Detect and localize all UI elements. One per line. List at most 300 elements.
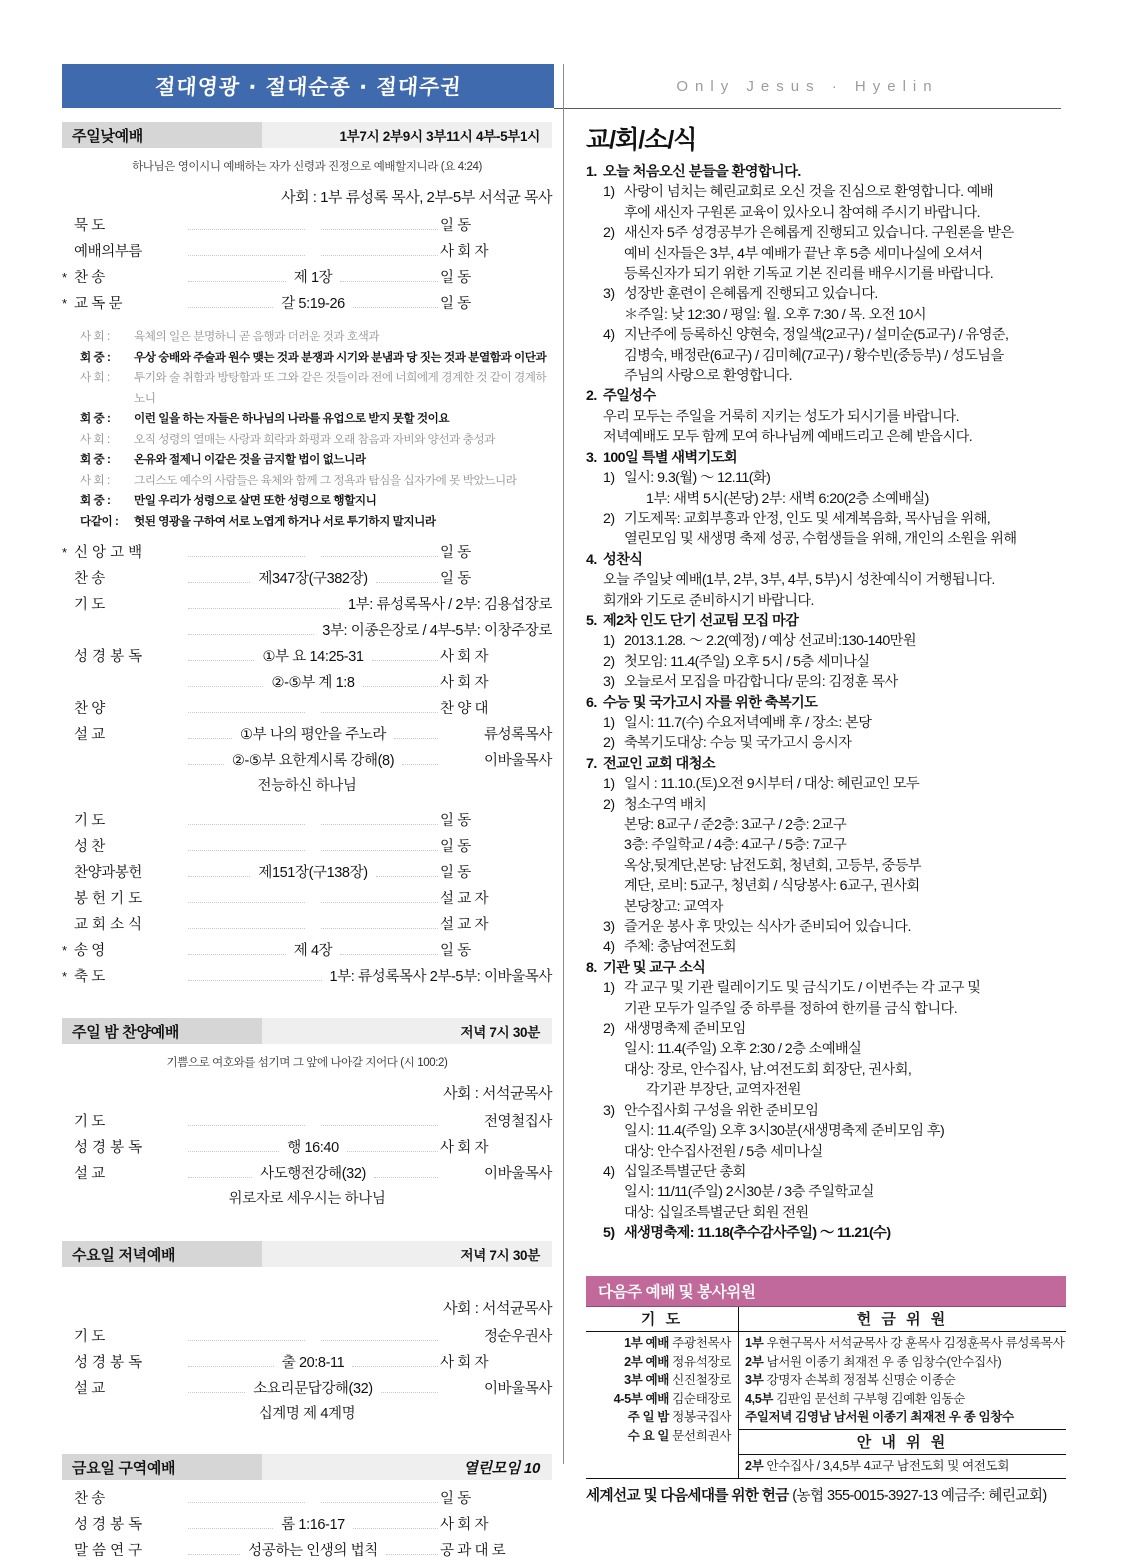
dot-leader (363, 686, 438, 687)
offering-row (739, 1334, 1066, 1353)
dot-leader (188, 902, 305, 903)
announcement-sub-text: 첫모임: 11.4(주일) 오후 5시 / 5층 세미나실 (624, 653, 870, 670)
offering-row-name: 남서원 이종기 최재전 우 종 임창수(안수집사) (766, 1354, 1002, 1369)
slogan-text: 절대영광 · 절대순종 · 절대주권 (153, 75, 463, 99)
order-row (62, 808, 552, 834)
reading-text: 헛된 영광을 구하여 서로 노엽게 하거나 서로 투기하지 말지니라 (134, 514, 436, 528)
dot-leader (321, 712, 438, 713)
dot-leader (402, 764, 438, 765)
announcement-line: 본당: 8교구 / 준2층: 3교구 / 2층: 2교구 (624, 817, 847, 833)
dot-leader (321, 229, 438, 230)
dot-leader (188, 582, 250, 583)
order-person: 전영철집사 (483, 1114, 552, 1130)
announcement-heading (586, 448, 1066, 468)
order-list-2 (62, 540, 552, 798)
tagline-text: Only Jesus · Hyelin (676, 77, 939, 95)
leader-wednesday: 사회 : 서석균목사 (443, 1300, 552, 1317)
reading-text: 온유와 절제니 이같은 것을 금지할 법이 없느니라 (134, 453, 366, 466)
reading-line (62, 368, 552, 409)
order-row (62, 696, 552, 722)
offering-row-name: 우현구목사 서석균목사 강 훈목사 김정훈목사 류성록목사 (766, 1336, 1065, 1350)
section-header-friday (62, 1454, 552, 1480)
leader-sunday-night: 사회 : 서석균목사 (443, 1085, 552, 1102)
verse-sunday-day: 하나님은 영이시니 예배하는 자가 신령과 진정으로 예배할지니라 (요 4:24) (132, 161, 482, 173)
prayer-column-header: 기 도 (586, 1307, 738, 1332)
dot-leader (347, 1151, 438, 1152)
reading-speaker: 사 회 : (80, 432, 110, 446)
dot-leader (188, 1554, 240, 1555)
dot-leader (321, 255, 438, 256)
announcement-line (586, 937, 1066, 957)
church-slogan-banner (62, 64, 554, 108)
order-row (62, 1135, 552, 1161)
order-name: 봉 헌 기 도 (74, 891, 143, 907)
announcement-line: 대상: 십일조특별군단 회원 전원 (624, 1204, 809, 1221)
dot-leader (376, 876, 438, 877)
order-person: 사 회 자 (440, 675, 489, 691)
order-row (62, 886, 552, 912)
dot-leader (321, 1502, 438, 1503)
order-name: 기 도 (74, 813, 105, 829)
reading-speaker: 회 중 : (80, 350, 111, 364)
announcement-heading (586, 754, 1066, 774)
order-row (62, 213, 552, 239)
dot-leader (321, 850, 438, 851)
offering-row-name: 강명자 손복희 정점복 신명순 이종순 (766, 1373, 956, 1388)
offering-column (739, 1307, 1066, 1478)
announcement-line (586, 509, 1066, 529)
order-list-sunday-night (62, 1109, 552, 1211)
dot-leader (394, 738, 438, 739)
prayer-row-label: 주 일 밤 (627, 1410, 673, 1425)
reading-speaker: 사 회 : (80, 371, 110, 384)
order-person: 사 회 자 (440, 649, 489, 665)
order-detail: 1부: 류성록목사 / 2부: 김용섭장로 (347, 597, 552, 613)
dot-leader (321, 902, 438, 903)
announcement-line: 기관 모두가 일주일 중 하루를 정하여 한끼를 금식 합니다. (624, 1000, 958, 1017)
reading-text: 그리스도 예수의 사람들은 육체와 함께 그 정욕과 탐심을 십자가에 못 박았느니라 (134, 473, 517, 487)
reading-speaker: 회 중 : (80, 412, 111, 425)
order-name: 설 교 (74, 1381, 105, 1397)
announcement-sub-text: 일시 : 11.10.(토)오전 9시부터 / 대상: 혜린교인 모두 (624, 776, 920, 793)
order-row (62, 265, 552, 291)
reading-line (62, 409, 552, 430)
prayer-row-name: 주광천목사 (672, 1336, 731, 1350)
dot-leader (372, 660, 438, 661)
offering-row-label: 4,5부 (745, 1391, 777, 1406)
dot-leader (321, 1340, 438, 1341)
announcement-line: 대상: 장로, 안수집사, 남.여전도회 회장단, 권사회, (624, 1061, 912, 1078)
prayer-row (586, 1371, 738, 1390)
order-name: 설 교 (74, 727, 105, 743)
dot-leader (321, 1125, 438, 1126)
section-title: 수요일 저녁예배 (62, 1241, 262, 1267)
prayer-row-label: 4-5부 예배 (613, 1391, 673, 1406)
announcement-line (586, 774, 1066, 794)
announcement-line (586, 182, 1066, 202)
dot-leader (188, 954, 286, 955)
order-detail: 3부: 이종은장로 / 4부-5부: 이창주장로 (322, 623, 552, 639)
announcement-line (586, 631, 1066, 651)
announcement-sub-text: 새신자 5주 성경공부가 은혜롭게 진행되고 있습니다. 구원론을 받은 (624, 225, 1014, 242)
dot-leader (188, 1151, 279, 1152)
offering-row (739, 1390, 1066, 1409)
order-detail: 제151장(구138장) (258, 865, 368, 881)
announcement-sub-number: 2) (603, 510, 615, 527)
prayer-row-name: 정봉국집사 (672, 1410, 731, 1425)
order-row (62, 912, 552, 938)
dot-leader (188, 928, 305, 929)
service-table-body (586, 1307, 1066, 1479)
order-name: 기 도 (74, 1114, 105, 1130)
order-row (62, 964, 552, 990)
announcement-sub-text: 성장반 훈련이 은혜롭게 진행되고 있습니다. (624, 286, 878, 303)
order-name: 성 경 봉 독 (74, 1517, 143, 1533)
order-detail: ①부 요 14:25-31 (262, 649, 364, 665)
order-row (62, 1486, 552, 1512)
prayer-row (586, 1408, 738, 1427)
dot-leader (321, 824, 438, 825)
verse-sunday-night: 기쁨으로 여호와를 섬기며 그 앞에 나아갈 지어다 (시 100:2) (166, 1057, 448, 1069)
dot-leader (188, 1177, 252, 1178)
order-row (62, 860, 552, 886)
order-row (62, 938, 552, 964)
order-person: 정순우권사 (483, 1329, 552, 1345)
order-person: 일 동 (440, 813, 471, 829)
reading-text: 우상 숭배와 주술과 원수 맺는 것과 분쟁과 시기와 분냄과 당 짓는 것과 분열함과 이단과 (134, 350, 547, 364)
guide-section (739, 1429, 1066, 1478)
announcement-sub-number: 4) (603, 939, 615, 956)
section-times: 1부7시 2부9시 3부11시 4부-5부1시 (262, 122, 552, 148)
dot-leader (353, 1528, 438, 1529)
reading-line (62, 348, 552, 369)
announcement-line (586, 1223, 1066, 1243)
announcement-sub-text: 축복기도대상: 수능 및 국가고시 응시자 (624, 735, 852, 752)
announcement-heading (586, 162, 1066, 182)
offering-row (739, 1353, 1066, 1372)
order-detail: 제347장(구382장) (258, 571, 368, 587)
order-detail: 출 20:8-11 (281, 1355, 345, 1371)
announcement-line: 등록신자가 되기 위한 기독교 기본 진리를 배우시기를 바랍니다. (624, 266, 994, 283)
order-person: 일 동 (440, 865, 471, 881)
announcement-heading (586, 693, 1066, 713)
announcement-sub-text: 주체: 충남여전도회 (624, 939, 737, 956)
offering-column-header: 헌 금 위 원 (739, 1307, 1066, 1332)
order-name: 성 경 봉 독 (74, 1355, 143, 1371)
announcement-sub-number: 1) (603, 184, 615, 201)
announcement-sub-text: 일시: 9.3(월) ～ 12.11(화) (624, 470, 771, 487)
footer-label: 세계선교 및 다음세대를 위한 헌금 (586, 1487, 789, 1504)
leader-sunday-day: 사회 : 1부 류성록 목사, 2부-5부 서석균 목사 (281, 189, 552, 206)
order-name: 축 도 (74, 969, 105, 985)
prayer-column (586, 1307, 739, 1478)
announcement-sub-number: 2) (603, 735, 615, 752)
dot-leader (340, 281, 438, 282)
dot-leader (188, 307, 273, 308)
section-title: 주일낮예배 (62, 122, 262, 148)
order-person: 사 회 자 (440, 1517, 489, 1533)
sermon-title: 전능하신 하나님 (257, 778, 357, 794)
order-person: 일 동 (440, 839, 471, 855)
announcement-line: 오늘 주일낮 예배(1부, 2부, 3부, 4부, 5부)시 성찬예식이 거행됩니다. (603, 572, 995, 589)
announcement-number: 7. (586, 755, 597, 772)
announcement-line: 주님의 사랑으로 환영합니다. (624, 368, 793, 385)
order-row (62, 1512, 552, 1538)
announcement-number: 5. (586, 612, 597, 629)
announcement-line (586, 1019, 1066, 1039)
order-row (62, 618, 552, 644)
order-row (62, 834, 552, 860)
offering-row-name: 김영남 남서원 이종기 최재전 우 종 임창수 (795, 1410, 1014, 1425)
section-header-wednesday (62, 1241, 552, 1267)
order-star: * (62, 943, 67, 958)
announcement-line: 일시: 11.4(주일) 오후 2:30 / 2층 소예배실 (624, 1041, 862, 1058)
section-title: 주일 밤 찬양예배 (62, 1018, 262, 1044)
order-row (62, 1324, 552, 1350)
announcement-sub-number: 3) (603, 286, 615, 303)
announcement-number: 6. (586, 694, 597, 711)
dot-leader (386, 1554, 438, 1555)
announcement-sub-number: 1) (603, 776, 615, 793)
dot-leader (321, 928, 438, 929)
announcements-list (586, 162, 1066, 1244)
order-row (62, 644, 552, 670)
announcement-title: 성찬식 (603, 551, 643, 568)
order-row (62, 1538, 552, 1564)
announcement-title: 주일성수 (603, 388, 656, 405)
order-person: 공 과 대 로 (440, 1543, 506, 1559)
reading-speaker: 회 중 : (80, 494, 111, 507)
dot-leader (188, 712, 305, 713)
announcement-sub-number: 2) (603, 1021, 615, 1038)
announcement-line: 옥상,뒷계단,본당: 남전도회, 청년회, 고등부, 중등부 (624, 857, 922, 874)
dot-leader (188, 686, 263, 687)
order-list-wednesday (62, 1324, 552, 1426)
section-times: 열린모임 10 (262, 1454, 552, 1480)
announcement-number: 3. (586, 449, 597, 466)
offering-rows (739, 1332, 1066, 1429)
announcement-sub-text: 오늘로서 모집을 마감합니다/ 문의: 김정훈 목사 (624, 674, 898, 691)
order-detail: 1부: 류성록목사 2부-5부: 이바울목사 (329, 969, 552, 985)
order-person: 일 동 (440, 218, 471, 234)
section-header-sunday-night (62, 1018, 552, 1044)
announcement-line: 김병숙, 배정란(6교구) / 김미혜(7교구) / 황수빈(중등부) / 성도님을 (624, 347, 1004, 364)
reading-text: 투기와 술 취함과 방탕함과 또 그와 같은 것들이라 전에 너희에게 경계한 것 같이 경계하노니 (134, 371, 547, 405)
order-name: 성 경 봉 독 (74, 649, 143, 665)
dot-leader (376, 582, 438, 583)
prayer-row (586, 1427, 738, 1446)
announcement-line (586, 713, 1066, 733)
announcement-line: 저녁예배도 모두 함께 모여 하나님께 예배드리고 은혜 받읍시다. (603, 429, 973, 446)
offering-row-label: 주일저녁 (745, 1410, 796, 1425)
order-star: * (62, 969, 67, 984)
reading-text: 만일 우리가 성령으로 살면 또한 성령으로 행할지니 (134, 494, 377, 507)
order-person: 사 회 자 (440, 1140, 489, 1156)
order-person: 이바울목사 (483, 753, 553, 769)
order-name: 찬 송 (74, 1491, 105, 1507)
order-name: 찬 송 (74, 270, 105, 286)
order-person: 일 동 (440, 571, 471, 587)
offering-row-label: 3부 (745, 1373, 767, 1388)
prayer-rows (586, 1332, 738, 1448)
announcement-line: 본당창고: 교역자 (624, 898, 723, 915)
service-table-header: 다음주 예배 및 봉사위원 (586, 1276, 1066, 1307)
prayer-row-name: 김순태장로 (672, 1391, 731, 1406)
footer-account: (농협 355-0015-3927-13 예금주: 혜린교회) (792, 1487, 1047, 1504)
announcement-line (586, 652, 1066, 672)
announcement-sub-text: 지난주에 등록하신 양현숙, 정일색(2교구) / 설미순(5교구) / 유영준, (624, 327, 1009, 344)
order-row (62, 291, 552, 317)
order-name: 신 앙 고 백 (74, 545, 143, 561)
guide-rows (739, 1455, 1066, 1478)
announcement-line: 후에 새신자 구원론 교육이 있사오니 참여해 주시기 바랍니다. (624, 204, 981, 221)
order-name: 성 경 봉 독 (74, 1140, 143, 1156)
announcement-line: 일시: 11/11(주일) 2시30분 / 3층 주일학교실 (624, 1184, 874, 1201)
announcement-title: 제2차 인도 단기 선교팀 모집 마감 (603, 612, 799, 629)
announcement-number: 2. (586, 388, 597, 405)
announcement-sub-number: 5) (603, 1225, 615, 1242)
reading-speaker: 회 중 : (80, 453, 111, 466)
reading-line (62, 327, 552, 348)
reading-text: 오직 성령의 열매는 사랑과 희락과 화평과 오래 참음과 자비와 양선과 충성과 (134, 432, 495, 446)
dot-leader (188, 608, 340, 609)
order-person: 일 동 (440, 1491, 471, 1507)
guide-row-label: 2부 (745, 1458, 767, 1473)
offering-row-name: 김판임 문선희 구부형 김예환 임동순 (776, 1391, 966, 1406)
offering-footer (586, 1484, 1066, 1505)
prayer-row-label: 3부 예배 (624, 1373, 673, 1388)
order-person: 찬 양 대 (440, 701, 489, 717)
dot-leader (340, 954, 438, 955)
dot-leader (188, 1502, 305, 1503)
dot-leader (188, 738, 232, 739)
announcement-sub-text: 각 교구 및 기관 릴레이기도 및 금식기도 / 이번주는 각 교구 및 (624, 980, 981, 997)
announcement-line: ＊주일: 낮 12:30 / 평일: 월. 오후 7:30 / 목. 오전 10시 (624, 306, 927, 323)
order-name: 교 회 소 식 (74, 917, 143, 933)
dot-leader (352, 1366, 438, 1367)
announcement-line: 일시: 11.4(주일) 오후 3시30분(새생명축제 준비모임 후) (624, 1123, 945, 1140)
announcement-title: 기관 및 교구 소식 (603, 959, 706, 976)
reading-speaker: 사 회 : (80, 330, 110, 343)
prayer-row-name: 문선희권사 (672, 1428, 731, 1443)
reading-line (62, 430, 552, 451)
announcement-sub-text: 즐거운 봉사 후 맛있는 식사가 준비되어 있습니다. (624, 919, 911, 936)
announcement-sub-number: 2) (603, 225, 615, 242)
order-row (62, 592, 552, 618)
announcement-line (586, 1162, 1066, 1182)
order-list-3 (62, 808, 552, 990)
order-name: 기 도 (74, 1329, 105, 1345)
order-person: 사 회 자 (440, 1355, 489, 1371)
order-name: 교 독 문 (74, 296, 123, 312)
announcement-title: 오늘 처음오신 분들을 환영합니다. (603, 164, 801, 180)
announcement-line: 각기관 부장단, 교역자전원 (646, 1082, 801, 1099)
order-person: 일 동 (440, 296, 471, 312)
announcement-line: 계단, 로비: 5교구, 청년회 / 식당봉사: 6교구, 권사회 (624, 878, 920, 895)
reading-text: 육체의 일은 분명하니 곧 음행과 더러운 것과 호색과 (134, 330, 380, 343)
announcement-sub-number: 2) (603, 796, 615, 813)
dot-leader (188, 556, 305, 557)
order-detail: 소요리문답강해(32) (253, 1381, 373, 1397)
dot-leader (188, 1528, 273, 1529)
dot-leader (188, 1392, 245, 1393)
announcement-sub-number: 2) (603, 653, 615, 670)
guide-row-name: 안수집사 / 3,4,5부 4교구 남전도회 및 여전도회 (766, 1458, 1010, 1473)
announcement-sub-number: 3) (603, 1102, 615, 1119)
dot-leader (188, 876, 250, 877)
order-detail: 성공하는 인생의 법칙 (248, 1543, 378, 1559)
announcement-heading (586, 611, 1066, 631)
dot-leader (353, 307, 438, 308)
order-row (62, 239, 552, 265)
top-banner (62, 64, 1061, 108)
dot-leader (188, 980, 322, 981)
dot-leader (381, 1392, 438, 1393)
announcements-title: 교/회/소/식 (586, 126, 697, 154)
order-list-1 (62, 213, 552, 317)
announcement-sub-number: 1) (603, 470, 615, 487)
prayer-row-label: 수 요 일 (627, 1428, 673, 1443)
announcement-heading (586, 550, 1066, 570)
reading-text: 이런 일을 하는 자들은 하나님의 나라를 유업으로 받지 못할 것이요 (134, 412, 450, 425)
reading-line (62, 491, 552, 512)
reading-line (62, 512, 552, 533)
dot-leader (188, 850, 305, 851)
order-detail: 제 1장 (293, 270, 333, 286)
prayer-row-label: 1부 예배 (624, 1336, 673, 1350)
announcement-line (586, 795, 1066, 815)
order-person: 류성록목사 (483, 727, 553, 743)
order-person: 설 교 자 (440, 917, 489, 933)
order-list-friday (62, 1486, 552, 1564)
order-person: 설 교 자 (440, 891, 489, 907)
announcement-title: 전교인 교회 대청소 (603, 755, 716, 772)
announcement-sub-text: 새생명축제 준비모임 (624, 1021, 746, 1038)
offering-row (739, 1408, 1066, 1427)
order-row (62, 1109, 552, 1135)
announcement-line (586, 672, 1066, 692)
announcement-title: 100일 특별 새벽기도회 (603, 449, 738, 466)
guide-row (739, 1457, 1066, 1476)
announcement-line (586, 978, 1066, 998)
order-detail: ②-⑤부 계 1:8 (271, 675, 355, 691)
dot-leader (374, 1177, 438, 1178)
order-name: 찬양과봉헌 (74, 865, 143, 881)
reading-line (62, 450, 552, 471)
order-row (62, 1350, 552, 1376)
announcement-sub-text: 사랑이 넘치는 혜린교회로 오신 것을 진심으로 환영합니다. 예배 (624, 184, 994, 201)
guide-column-header: 안 내 위 원 (739, 1430, 1066, 1455)
announcement-heading (586, 958, 1066, 978)
offering-row-label: 1부 (745, 1336, 767, 1350)
order-name: 말 씀 연 구 (74, 1543, 143, 1559)
prayer-row (586, 1334, 738, 1353)
dot-leader (188, 660, 254, 661)
order-name: 성 찬 (74, 839, 105, 855)
order-name: 기 도 (74, 597, 105, 613)
announcement-line: 대상: 안수집사전원 / 5층 세미나실 (624, 1143, 823, 1160)
announcement-sub-number: 1) (603, 633, 615, 650)
order-person: 사 회 자 (440, 244, 489, 260)
order-detail: 사도행전강해(32) (260, 1166, 366, 1182)
dot-leader (188, 1125, 305, 1126)
order-name: 송 영 (74, 943, 105, 959)
announcement-sub-text: 기도제목: 교회부흥과 안정, 인도 및 세계복음화, 목사님을 위해, (624, 510, 991, 527)
order-row (62, 1376, 552, 1402)
announcement-sub-number: 1) (603, 980, 615, 997)
offering-row-label: 2부 (745, 1354, 767, 1369)
prayer-row-label: 2부 예배 (624, 1354, 673, 1369)
